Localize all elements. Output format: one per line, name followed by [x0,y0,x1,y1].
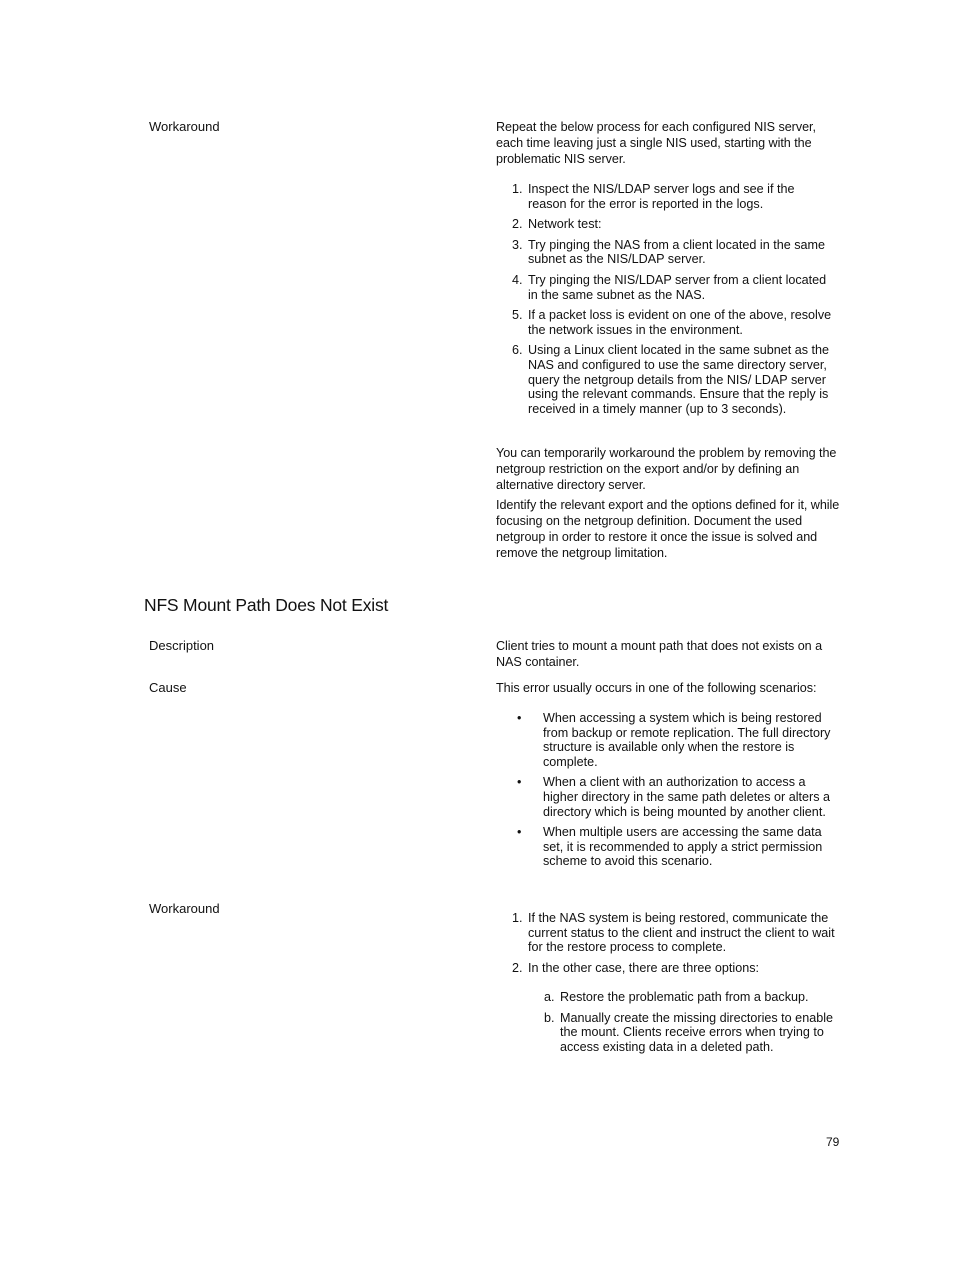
list-item [544,990,836,1005]
bullet-icon: • [517,825,522,840]
list-item [512,961,836,976]
list-item [512,238,834,267]
cause-label: Cause [149,680,187,695]
cause-text: This error usually occurs in one of the following scenarios: [496,681,817,695]
list-item-text: Using a Linux client located in the same subnet as the NAS and configured to use the same directory server, query the netgroup details from the NIS/ LDAP server using the relevant commands. Ensure that the reply is received in a timely manner (up to 3 seconds). [528,343,830,416]
workaround-paragraph-1: You can temporarily workaround the problem by removing the netgroup restriction on the export and/or by defining an alternative directory server. [496,446,837,492]
list-marker: a. [544,990,555,1004]
cause-bullets [517,711,839,875]
description-text: Client tries to mount a mount path that does not exists on a NAS container. [496,639,823,669]
bullet-icon: • [517,775,522,790]
list-item-text: When multiple users are accessing the same data set, it is recommended to apply a strict permission scheme to avoid this scenario. [543,825,823,869]
workaround-substeps [544,990,836,1060]
list-item-text: Restore the problematic path from a backup. [560,990,809,1004]
list-marker: 4. [512,272,523,287]
workaround-paragraph-2: Identify the relevant export and the options defined for it, while focusing on the netgroup definition. Document the used netgroup in order to restore it once the issue is solved and remove the netgroup limitation. [496,498,840,560]
list-item [512,343,834,416]
description-label: Description [149,638,215,653]
list-item [512,911,836,955]
list-item-text: Try pinging the NIS/LDAP server from a client located in the same subnet as the NAS. [528,272,827,302]
list-item [517,711,839,769]
page-number: 79 [826,1135,840,1149]
list-marker: 5. [512,308,523,323]
list-item-text: When accessing a system which is being restored from backup or remote replication. The full directory structure is available only when the restore is complete. [543,711,831,769]
list-marker: 1. [512,182,523,196]
list-item-text: Network test: [528,217,602,232]
list-item-text: Inspect the NIS/LDAP server logs and see if the reason for the error is reported in the logs. [528,182,795,211]
list-item [517,825,839,869]
workaround-label: Workaround [149,119,220,134]
list-item [512,217,834,232]
workaround-steps [512,182,834,422]
list-item-text: If the NAS system is being restored, communicate the current status to the client and instruct the client to wait for the restore process to complete. [528,911,835,955]
workaround-label-2: Workaround [149,901,220,916]
list-marker: 3. [512,237,523,252]
list-marker: 1. [512,911,523,925]
section-heading: NFS Mount Path Does Not Exist [144,595,389,615]
list-item [512,308,834,337]
list-item [544,1011,836,1055]
workaround-intro: Repeat the below process for each configured NIS server, each time leaving just a single NIS used, starting with the problematic NIS server. [496,120,816,166]
list-item [512,182,834,211]
list-marker: 2. [512,960,523,975]
list-item-text: When a client with an authorization to access a higher directory in the same path deletes or alters a directory which is being mounted by another client. [543,775,831,819]
bullet-icon: • [517,711,522,725]
list-item-text: Try pinging the NAS from a client located in the same subnet as the NIS/LDAP server. [528,237,826,267]
list-item [512,273,834,302]
list-marker: 6. [512,343,523,358]
list-item-text: In the other case, there are three options: [528,960,760,975]
list-marker: 2. [512,217,523,232]
workaround-steps-2 [512,911,836,981]
list-item [517,775,839,819]
list-item-text: If a packet loss is evident on one of the above, resolve the network issues in the environment. [528,308,832,337]
list-item-text: Manually create the missing directories to enable the mount. Clients receive errors when trying to access existing data in a deleted path. [560,1010,834,1054]
list-marker: b. [544,1010,555,1025]
